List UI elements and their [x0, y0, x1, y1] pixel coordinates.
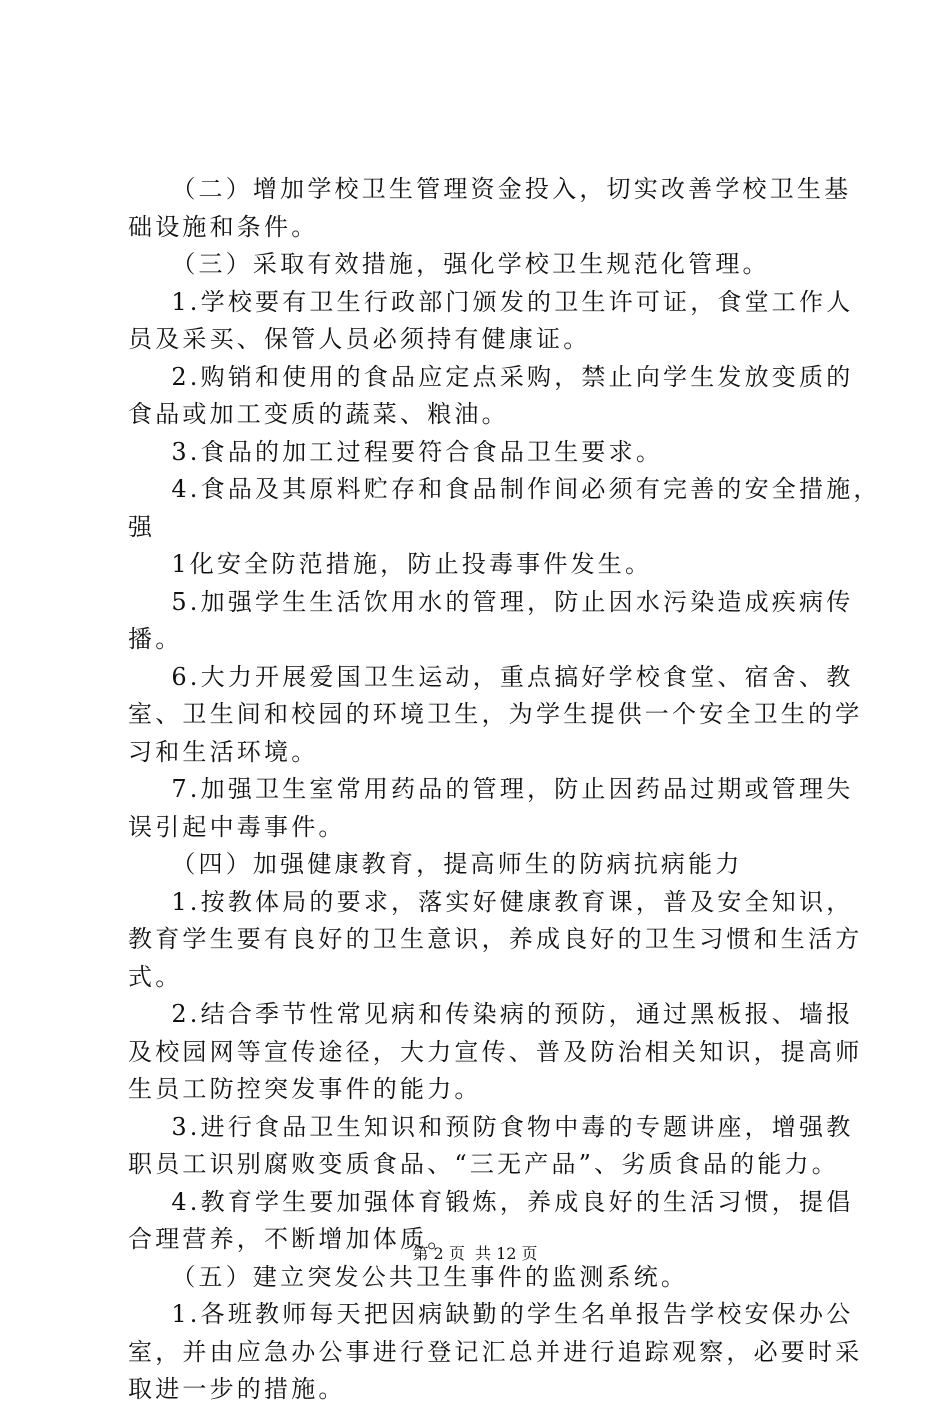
text-line: 播。 [128, 625, 183, 653]
page-number-footer: 第 2 页 共 12 页 [412, 1244, 538, 1263]
text-line: 1化安全防范措施，防止投毒事件发生。 [128, 550, 653, 578]
text-line: 2.购销和使用的食品应定点采购，禁止向学生发放变质的 [128, 362, 854, 391]
text-line: 6.大力开展爱国卫生运动，重点搞好学校食堂、宿舍、教 [128, 662, 854, 691]
text-line: （四）加强健康教育，提高师生的防病抗病能力 [128, 850, 743, 878]
text-line: 3.食品的加工过程要符合食品卫生要求。 [128, 437, 664, 466]
text-line: 员及采买、保管人员必须持有健康证。 [128, 325, 591, 353]
text-line: 习和生活环境。 [128, 737, 319, 766]
document-body [128, 171, 881, 1409]
text-line: 职员工识别腐败变质食品、“三无产品”、劣质食品的能力。 [128, 1150, 839, 1178]
text-line: 取进一步的措施。 [128, 1375, 346, 1403]
text-line: 生员工防控突发事件的能力。 [128, 1075, 482, 1103]
text-line: 误引起中毒事件。 [128, 812, 346, 841]
text-line: 4.教育学生要加强体育锻炼，养成良好的生活习惯，提倡 [128, 1187, 854, 1216]
text-line: （三）采取有效措施，强化学校卫生规范化管理。 [128, 250, 770, 278]
text-line: 室，并由应急办公事进行登记汇总并进行追踪观察，必要时采 [128, 1337, 863, 1366]
text-line: 及校园网等宣传途径，大力宣传、普及防治相关知识，提高师 [128, 1037, 863, 1066]
text-line: 室、卫生间和校园的环境卫生，为学生提供一个安全卫生的学 [128, 700, 863, 728]
text-line: （五）建立突发公共卫生事件的监测系统。 [128, 1262, 689, 1291]
text-line: 1.按教体局的要求，落实好健康教育课，普及安全知识， [128, 887, 854, 916]
text-line: 1.各班教师每天把因病缺勤的学生名单报告学校安保办公 [128, 1300, 854, 1328]
text-line: 教育学生要有良好的卫生意识，养成良好的卫生习惯和生活方 [128, 925, 863, 953]
text-line: 4.食品及其原料贮存和食品制作间必须有完善的安全措施， [128, 475, 881, 503]
text-line: 强 [128, 512, 156, 541]
text-line: 5.加强学生生活饮用水的管理，防止因水污染造成疾病传 [128, 587, 854, 616]
text-line: 3.进行食品卫生知识和预防食物中毒的专题讲座，增强教 [128, 1112, 854, 1141]
text-line: （二）增加学校卫生管理资金投入，切实改善学校卫生基 [128, 175, 852, 203]
text-line: 7.加强卫生室常用药品的管理，防止因药品过期或管理失 [128, 775, 854, 803]
text-line: 式。 [128, 962, 183, 991]
text-line: 1.学校要有卫生行政部门颁发的卫生许可证，食堂工作人 [128, 287, 854, 316]
text-line: 合理营养，不断增加体质。 [128, 1225, 455, 1253]
text-line: 础设施和条件。 [128, 212, 319, 241]
text-line: 食品或加工变质的蔬菜、粮油。 [128, 400, 509, 428]
text-line: 2.结合季节性常见病和传染病的预防，通过黑板报、墙报 [128, 1000, 854, 1028]
